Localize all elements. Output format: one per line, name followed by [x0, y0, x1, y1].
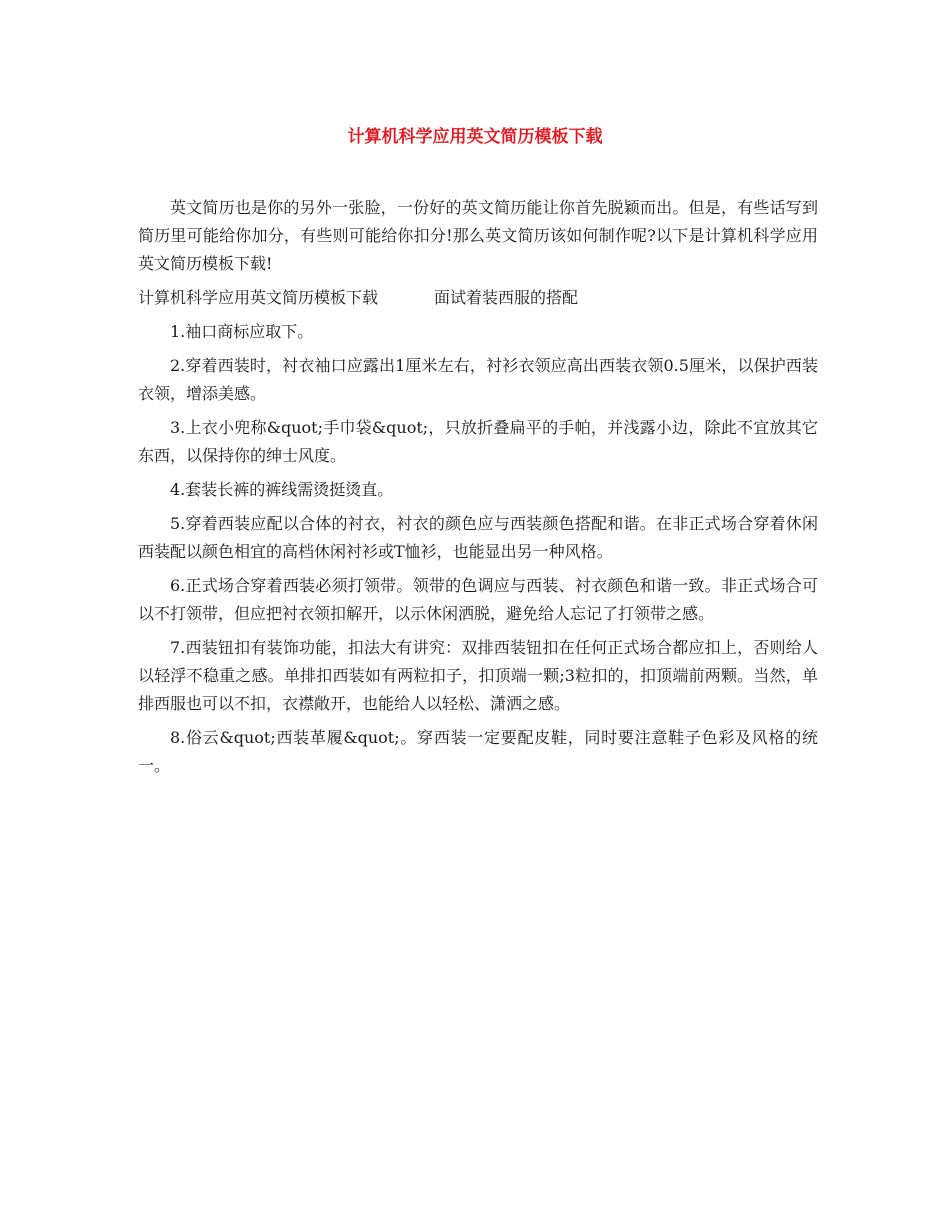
- section-heading-row: [138, 284, 818, 312]
- list-item-3: 3.上衣小兜称&quot;手巾袋&quot;，只放折叠扁平的手帕，并浅露小边，除此不宜放其它东西，以保持你的绅士风度。: [138, 418, 818, 465]
- document-title: 计算机科学应用英文简历模板下载: [347, 127, 603, 147]
- section-heading-left: 计算机科学应用英文简历模板下载: [138, 288, 379, 307]
- intro-paragraph: 英文简历也是你的另外一张脸，一份好的英文简历能让你首先脱颖而出。但是，有些话写到简历里可能给你加分，有些则可能给你扣分!那么英文简历该如何制作呢?以下是计算机科学应用英文简历模板下载!: [138, 198, 818, 273]
- section-heading-right: 面试着装西服的搭配: [434, 288, 579, 307]
- list-item-7: 7.西装钮扣有装饰功能，扣法大有讲究：双排西装钮扣在任何正式场合都应扣上，否则给人以轻浮不稳重之感。单排扣西装如有两粒扣子，扣顶端一颗;3粒扣的，扣顶端前两颗。当然，单排西服也可以不扣，衣襟敞开，也能给人以轻松、潇洒之感。: [138, 638, 818, 713]
- list-item-2: 2.穿着西装时，衬衣袖口应露出1厘米左右，衬衫衣领应高出西装衣领0.5厘米，以保护西装衣领，增添美感。: [138, 356, 818, 403]
- document-body: [138, 194, 818, 786]
- list-item-6: 6.正式场合穿着西装必须打领带。领带的色调应与西装、衬衣颜色和谐一致。非正式场合可以不打领带，但应把衬衣领扣解开，以示休闲洒脱，避免给人忘记了打领带之感。: [138, 576, 818, 623]
- list-item-8: 8.俗云&quot;西装革履&quot;。穿西装一定要配皮鞋，同时要注意鞋子色彩及风格的统一。: [138, 728, 818, 775]
- list-item-5: 5.穿着西装应配以合体的衬衣，衬衣的颜色应与西装颜色搭配和谐。在非正式场合穿着休闲西装配以颜色相宜的高档休闲衬衫或T恤衫，也能显出另一种风格。: [138, 514, 818, 561]
- list-item-4: 4.套装长裤的裤线需烫挺烫直。: [170, 480, 394, 499]
- list-item-1: 1.袖口商标应取下。: [170, 322, 314, 341]
